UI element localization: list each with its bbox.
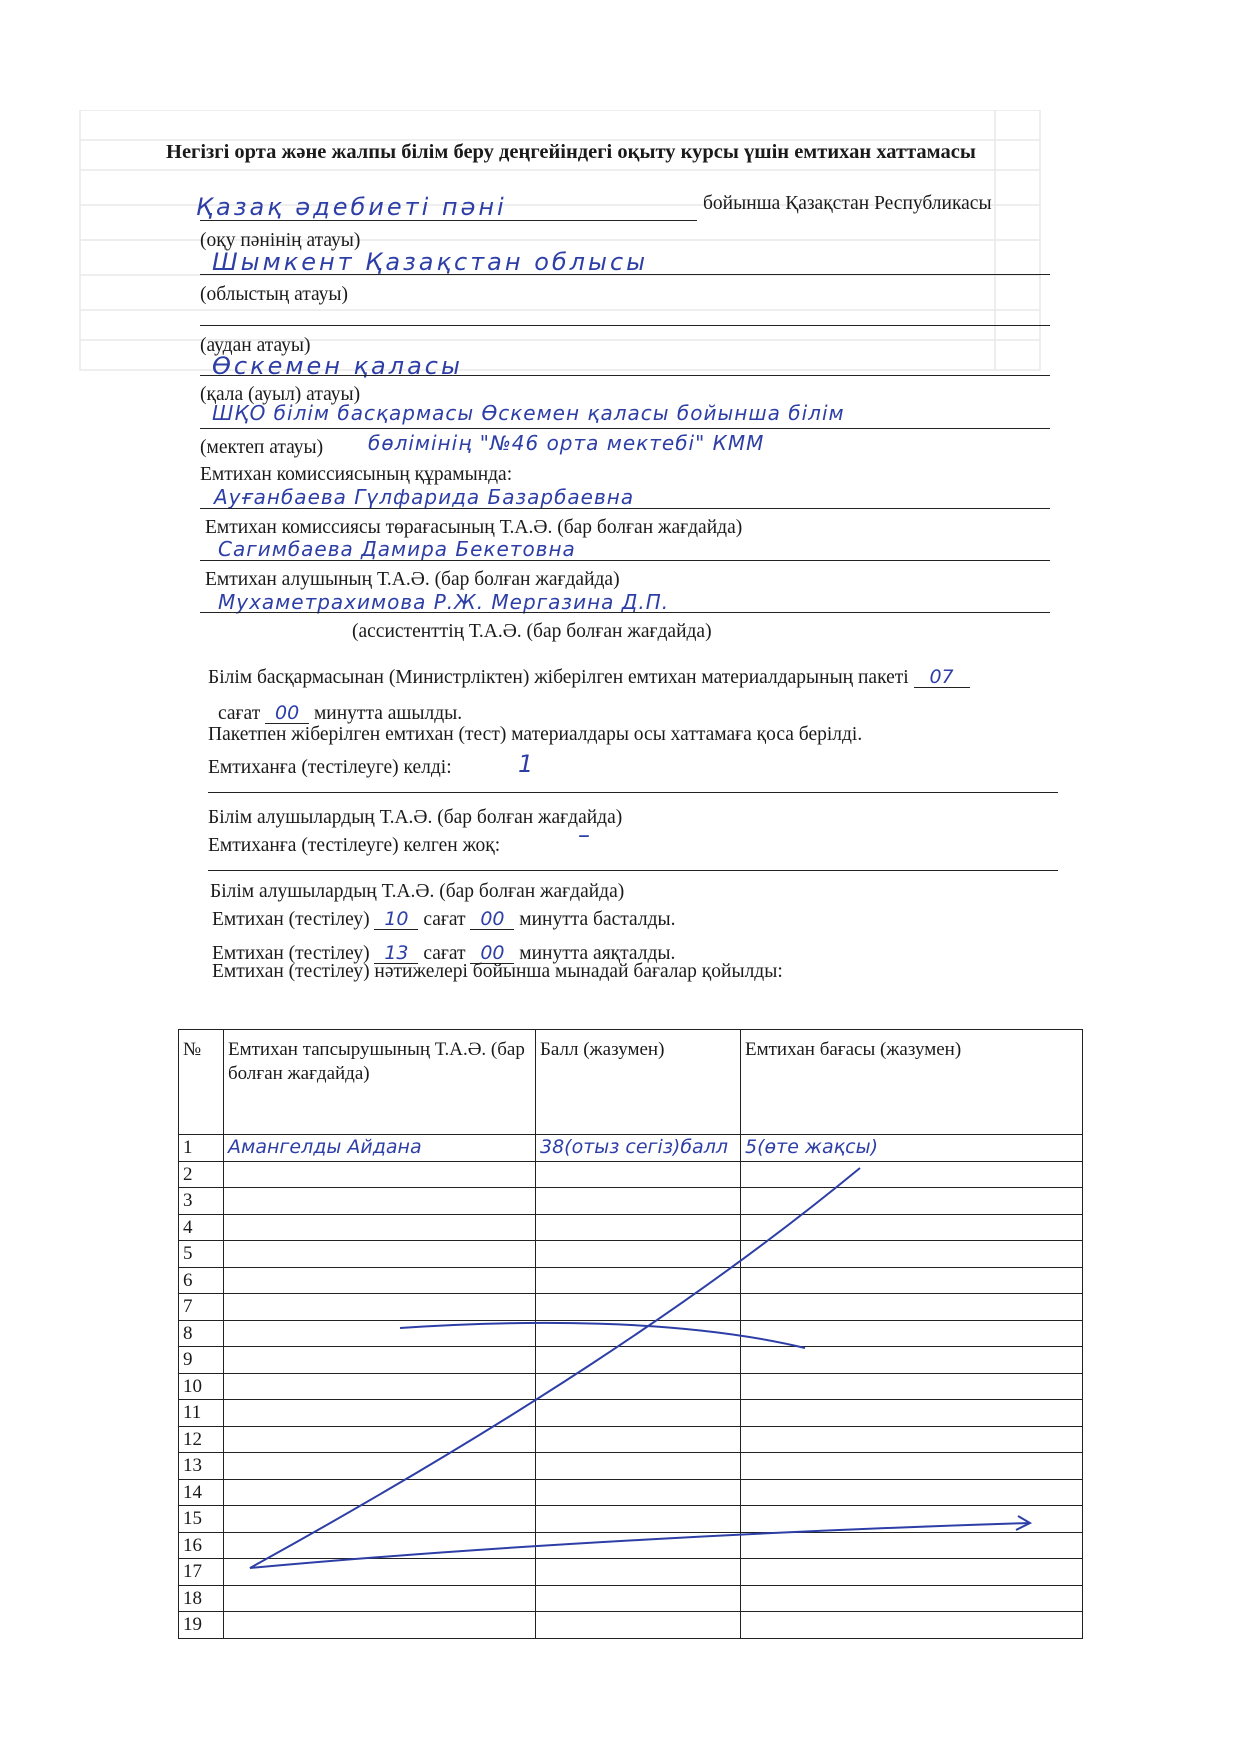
school-handwritten-line1: ШҚО білім басқармасы Өскемен қаласы бойынша білім <box>212 401 845 425</box>
row-number: 8 <box>179 1320 224 1347</box>
table-row <box>179 1559 1083 1586</box>
row-score <box>536 1426 741 1453</box>
table-row <box>179 1479 1083 1506</box>
package-time <box>218 704 462 724</box>
table-row <box>179 1214 1083 1241</box>
row-name <box>224 1585 536 1612</box>
row-name <box>224 1426 536 1453</box>
subject-suffix: бойынша Қазақстан Республикасы <box>703 193 992 214</box>
row-name <box>224 1320 536 1347</box>
header-name: Емтихан тапсырушының Т.А.Ә. (бар болған жағдайда) <box>224 1030 536 1135</box>
row-grade <box>741 1612 1083 1639</box>
district-caption: (аудан атауы) <box>200 335 311 356</box>
table-row <box>179 1373 1083 1400</box>
end-minute-value: 00 <box>470 944 514 964</box>
row-number: 12 <box>179 1426 224 1453</box>
table-row <box>179 1426 1083 1453</box>
table-row <box>179 1347 1083 1374</box>
document-title: Негізгі орта және жалпы білім беру деңгейіндегі оқыту курсы үшін емтихан хаттамасы <box>166 141 976 163</box>
row-name <box>224 1373 536 1400</box>
row-grade <box>741 1453 1083 1480</box>
school-caption: (мектеп атауы) <box>200 437 324 458</box>
row-name <box>224 1241 536 1268</box>
row-score <box>536 1532 741 1559</box>
subject-handwritten: Қазақ әдебиеті пәні <box>196 193 507 221</box>
row-number: 4 <box>179 1214 224 1241</box>
present-handwritten: 1 <box>518 750 537 778</box>
row-score <box>536 1612 741 1639</box>
package-minute-value: 00 <box>265 704 309 724</box>
row-name <box>224 1267 536 1294</box>
package-text <box>208 668 970 688</box>
package-text-before: Білім басқармасынан (Министрліктен) жіберілген емтихан материалдарының пакеті <box>208 667 909 688</box>
city-caption: (қала (ауыл) атауы) <box>200 384 361 405</box>
examiner-line <box>200 560 1050 561</box>
table-row <box>179 1400 1083 1427</box>
commission-heading: Емтихан комиссиясының құрамында: <box>200 464 513 485</box>
header-number: № <box>179 1030 224 1135</box>
row-name <box>224 1506 536 1533</box>
table-row <box>179 1585 1083 1612</box>
row-score <box>536 1506 741 1533</box>
table-row <box>179 1135 1083 1162</box>
row-score <box>536 1161 741 1188</box>
row-grade <box>741 1506 1083 1533</box>
table-row <box>179 1267 1083 1294</box>
table-row <box>179 1294 1083 1321</box>
row-score <box>536 1559 741 1586</box>
row-score <box>536 1135 741 1162</box>
row-grade <box>741 1532 1083 1559</box>
row-name <box>224 1532 536 1559</box>
assistants-caption: (ассистенттің Т.А.Ә. (бар болған жағдайда) <box>352 621 712 642</box>
row-name-value: Амангелды Айдана <box>228 1136 422 1158</box>
chair-line <box>200 508 1050 509</box>
start-suffix: минутта басталды. <box>519 909 676 930</box>
subject-caption: (оқу пәнінің атауы) <box>200 230 361 251</box>
header-score: Балл (жазумен) <box>536 1030 741 1135</box>
start-hour-value: 10 <box>374 910 418 930</box>
row-score <box>536 1585 741 1612</box>
row-number: 14 <box>179 1479 224 1506</box>
school-line <box>200 428 1050 429</box>
absent-caption: Білім алушылардың Т.А.Ә. (бар болған жағдайда) <box>210 881 625 902</box>
table-row <box>179 1320 1083 1347</box>
table-row <box>179 1241 1083 1268</box>
table-row <box>179 1453 1083 1480</box>
table-row <box>179 1188 1083 1215</box>
region-caption: (облыстың атауы) <box>200 284 349 305</box>
row-score <box>536 1347 741 1374</box>
row-number: 17 <box>179 1559 224 1586</box>
chair-handwritten: Ауғанбаева Гүлфарида Базарбаевна <box>214 485 635 509</box>
row-number: 6 <box>179 1267 224 1294</box>
row-grade <box>741 1267 1083 1294</box>
row-name <box>224 1612 536 1639</box>
absent-line <box>208 870 1058 871</box>
row-grade <box>741 1320 1083 1347</box>
row-score <box>536 1479 741 1506</box>
present-caption: Білім алушылардың Т.А.Ә. (бар болған жағдайда) <box>208 807 623 828</box>
present-label: Емтиханға (тестілеуге) келді: <box>208 757 452 778</box>
row-grade <box>741 1135 1083 1162</box>
row-score <box>536 1267 741 1294</box>
start-prefix: Емтихан (тестілеу) <box>212 909 370 930</box>
end-hour-value: 13 <box>374 944 418 964</box>
row-name <box>224 1347 536 1374</box>
row-number: 16 <box>179 1532 224 1559</box>
table-row <box>179 1532 1083 1559</box>
start-minute-value: 00 <box>470 910 514 930</box>
header-grade: Емтихан бағасы (жазумен) <box>741 1030 1083 1135</box>
absent-handwritten: – <box>578 821 593 849</box>
row-name <box>224 1135 536 1162</box>
assistants-handwritten: Мухаметрахимова Р.Ж. Мергазина Д.П. <box>218 590 670 614</box>
row-score <box>536 1400 741 1427</box>
row-grade <box>741 1426 1083 1453</box>
results-table-body <box>179 1135 1083 1639</box>
row-grade <box>741 1294 1083 1321</box>
row-score <box>536 1320 741 1347</box>
table-row <box>179 1612 1083 1639</box>
city-line <box>200 375 1050 376</box>
district-line <box>200 325 1050 326</box>
table-row <box>179 1161 1083 1188</box>
results-text: Емтихан (тестілеу) нәтижелері бойынша мынадай бағалар қойылды: <box>212 961 783 982</box>
absent-label: Емтиханға (тестілеуге) келген жоқ: <box>208 835 501 856</box>
region-handwritten: Шымкент Қазақстан облысы <box>212 248 649 276</box>
end-prefix: Емтихан (тестілеу) <box>212 943 370 964</box>
package-hour-value: 07 <box>914 668 970 688</box>
row-name <box>224 1453 536 1480</box>
row-score <box>536 1373 741 1400</box>
row-score <box>536 1294 741 1321</box>
row-name <box>224 1214 536 1241</box>
row-grade <box>741 1373 1083 1400</box>
present-line <box>208 792 1058 793</box>
city-handwritten: Өскемен қаласы <box>212 352 463 380</box>
package-attached-text: Пакетпен жіберілген емтихан (тест) материалдары осы хаттамаға қоса берілді. <box>208 724 863 745</box>
row-number: 1 <box>179 1135 224 1162</box>
end-suffix: минутта аяқталды. <box>519 943 676 964</box>
results-table <box>178 1029 1083 1639</box>
row-grade-value: 5(өте жақсы) <box>745 1136 879 1158</box>
row-number: 2 <box>179 1161 224 1188</box>
examiner-caption: Емтихан алушының Т.А.Ә. (бар болған жағдайда) <box>205 569 620 590</box>
end-hour-label: сағат <box>423 943 466 964</box>
row-name <box>224 1400 536 1427</box>
row-number: 19 <box>179 1612 224 1639</box>
row-score <box>536 1188 741 1215</box>
row-number: 3 <box>179 1188 224 1215</box>
row-grade <box>741 1479 1083 1506</box>
results-table-header <box>179 1030 1083 1135</box>
start-time <box>212 910 676 930</box>
row-number: 7 <box>179 1294 224 1321</box>
row-name <box>224 1161 536 1188</box>
row-score <box>536 1241 741 1268</box>
row-score <box>536 1214 741 1241</box>
row-number: 18 <box>179 1585 224 1612</box>
row-grade <box>741 1214 1083 1241</box>
row-number: 5 <box>179 1241 224 1268</box>
row-grade <box>741 1241 1083 1268</box>
subject-line <box>200 220 697 221</box>
row-number: 9 <box>179 1347 224 1374</box>
row-name <box>224 1188 536 1215</box>
row-number: 11 <box>179 1400 224 1427</box>
row-grade <box>741 1400 1083 1427</box>
start-hour-label: сағат <box>423 909 466 930</box>
table-row <box>179 1506 1083 1533</box>
row-grade <box>741 1559 1083 1586</box>
row-number: 13 <box>179 1453 224 1480</box>
row-grade <box>741 1161 1083 1188</box>
row-grade <box>741 1188 1083 1215</box>
row-name <box>224 1294 536 1321</box>
row-name <box>224 1479 536 1506</box>
package-minute-label: минутта ашылды. <box>313 703 463 724</box>
row-name <box>224 1559 536 1586</box>
school-handwritten-line2: бөлімінің "№46 орта мектебі" КММ <box>368 431 765 455</box>
row-score-value: 38(отыз сегіз)балл <box>540 1136 728 1158</box>
region-line <box>200 274 1050 275</box>
package-hour-label: сағат <box>218 703 261 724</box>
assistants-line <box>200 612 1050 613</box>
chair-caption: Емтихан комиссиясы төрағасының Т.А.Ә. (бар болған жағдайда) <box>205 517 743 538</box>
row-grade <box>741 1585 1083 1612</box>
row-grade <box>741 1347 1083 1374</box>
row-number: 10 <box>179 1373 224 1400</box>
row-number: 15 <box>179 1506 224 1533</box>
examiner-handwritten: Сагимбаева Дамира Бекетовна <box>218 537 576 561</box>
row-score <box>536 1453 741 1480</box>
